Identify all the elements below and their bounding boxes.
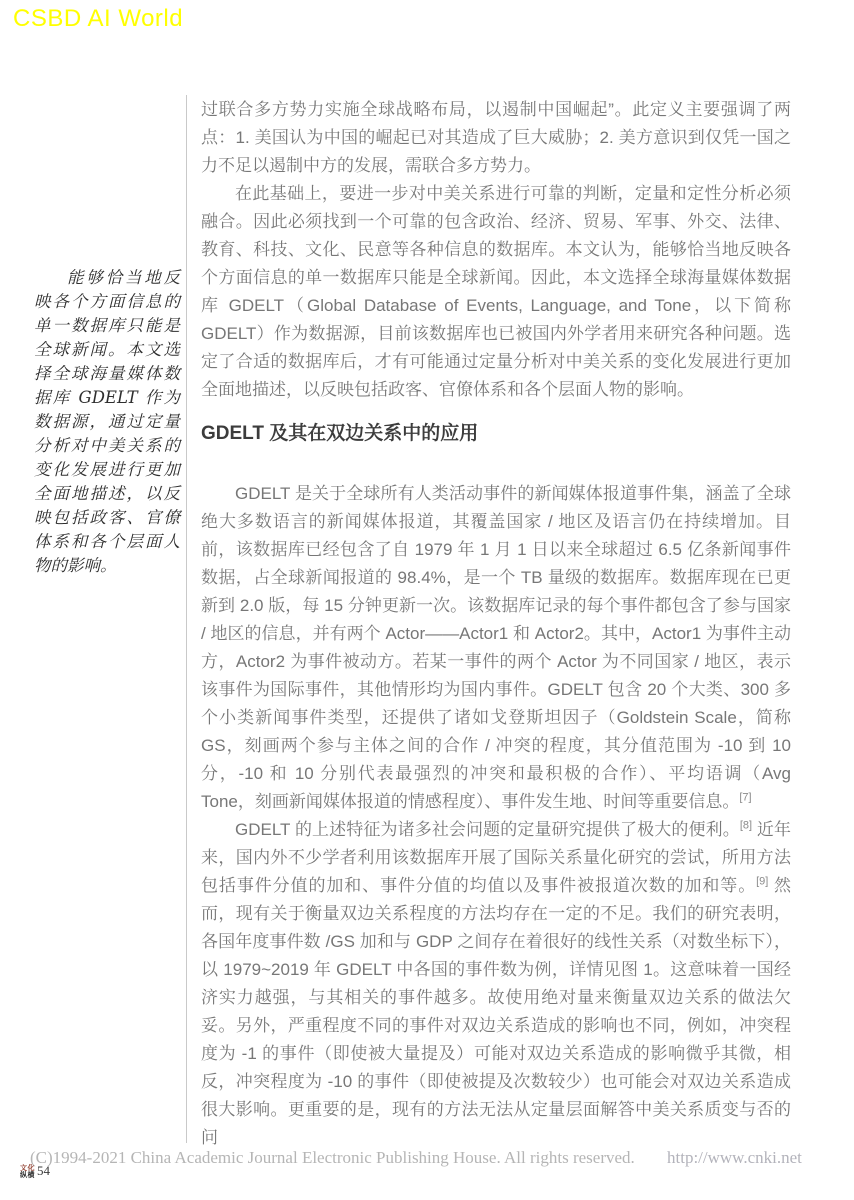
paragraph-continuation: 过联合多方势力实施全球战略布局，以遏制中国崛起”。此定义主要强调了两点：1. 美国认为中国的崛起已对其造成了巨大威胁；2. 美方意识到仅凭一国之力不足以遏制中方的发展，需联合多方势力。 xyxy=(201,100,791,175)
journal-logo-top: 文化 xyxy=(20,1162,35,1172)
margin-pull-quote: 能够恰当地反映各个方面信息的单一数据库只能是全球新闻。本文选择全球海量媒体数据库 GDELT 作为数据源，通过定量分析对中美关系的变化发展进行更加全面地描述，以反映包括政客、官僚体系和各个层面人物的影响。 xyxy=(34,268,180,575)
section-heading: GDELT 及其在双边关系中的应用 xyxy=(201,423,479,444)
footnote-ref-7: [7] xyxy=(739,791,752,804)
paragraph-gdelt-limits xyxy=(201,816,791,1152)
article-body xyxy=(201,96,791,1152)
paragraph-gdelt-limits-seg2: 近年来，国内外不少学者利用该数据库开展了国际关系量化研究的尝试，所用方法包括事件分值的加和、事件分值的均值以及事件被报道次数的加和等。 xyxy=(201,820,791,895)
journal-logo xyxy=(20,1164,35,1179)
footnote-ref-8: [8] xyxy=(739,819,753,832)
journal-logo-bottom: 纵横 xyxy=(20,1170,35,1179)
column-divider-line xyxy=(186,95,187,1143)
page-number: 54 xyxy=(37,1163,50,1178)
paragraph-gdelt-intro-text: GDELT 是关于全球所有人类活动事件的新闻媒体报道事件集，涵盖了全球绝大多数语言的新闻媒体报道，其覆盖国家 / 地区及语言仍在持续增加。目前，该数据库已经包含了自 1979 年 1 月 1 日以来全球超过 6.5 亿条新闻事件数据，占全球新闻报道的 98.4%，是一个 TB 量级的数据库。数据库现在已更新到 2.0 版，每 15 分钟更新一次。该数据库记录的每个事件都包含了参与国家 / 地区的信息，并有两个 Actor——Actor1 和 Actor2。其中，Actor1 为事件主动方，Actor2 为事件被动方。若某一事件的两个 Actor 为不同国家 / 地区，表示该事件为国际事件，其他情形均为国内事件。GDELT 包含 20 个大类、300 多个小类新闻事件类型，还提供了诸如戈登斯坦因子（Goldstein Scale，简称 GS，刻画两个参与主体之间的合作 / 冲突的程度，其分值范围为 -10 到 10 分，-10 和 10 分别代表最强烈的冲突和最积极的合作）、平均语调（Avg Tone，刻画新闻媒体报道的情感程度）、事件发生地、时间等重要信息。 xyxy=(201,484,791,811)
paragraph-gdelt-limits-seg1: GDELT 的上述特征为诸多社会问题的定量研究提供了极大的便利。 xyxy=(235,820,740,839)
csbd-ai-world-watermark: CSBD AI World xyxy=(13,5,184,32)
footnote-ref-9: [9] xyxy=(756,875,769,888)
paragraph-method: 在此基础上，要进一步对中美关系进行可靠的判断，定量和定性分析必须融合。因此必须找到一个可靠的包含政治、经济、贸易、军事、外交、法律、教育、科技、文化、民意等各种信息的数据库。本文认为，能够恰当地反映各个方面信息的单一数据库只能是全球新闻。因此，本文选择全球海量媒体数据库 GDELT（Global Database of Events, Language, and Tone，以下简称 GDELT）作为数据源，目前该数据库也已被国内外学者用来研究各种问题。选定了合适的数据库后，才有可能通过定量分析对中美关系的变化发展进行更加全面地描述，以反映包括政客、官僚体系和各个层面人物的影响。 xyxy=(201,184,791,399)
page-marker xyxy=(20,1163,50,1179)
paragraph-gdelt-limits-seg3: 然而，现有关于衡量双边关系程度的方法均存在一定的不足。我们的研究表明，各国年度事件数 /GS 加和与 GDP 之间存在着很好的线性关系（对数坐标下），以 1979~2019 年 GDELT 中各国的事件数为例，详情见图 1。这意味着一国经济实力越强，与其相关的事件越多。故使用绝对量来衡量双边关系的做法欠妥。另外，严重程度不同的事件对双边关系造成的影响也不同，例如，冲突程度为 -1 的事件（即使被大量提及）可能对双边关系造成的影响微乎其微，相反，冲突程度为 -10 的事件（即使被提及次数较少）也可能会对双边关系造成很大影响。更重要的是，现有的方法无法从定量层面解答中美关系质变与否的问 xyxy=(201,876,791,1147)
paragraph-gdelt-intro xyxy=(201,480,791,816)
copyright-watermark: (C)1994-2021 China Academic Journal Electronic Publishing House. All rights reserved. xyxy=(30,1148,635,1167)
cnki-url: http://www.cnki.net xyxy=(667,1148,802,1167)
